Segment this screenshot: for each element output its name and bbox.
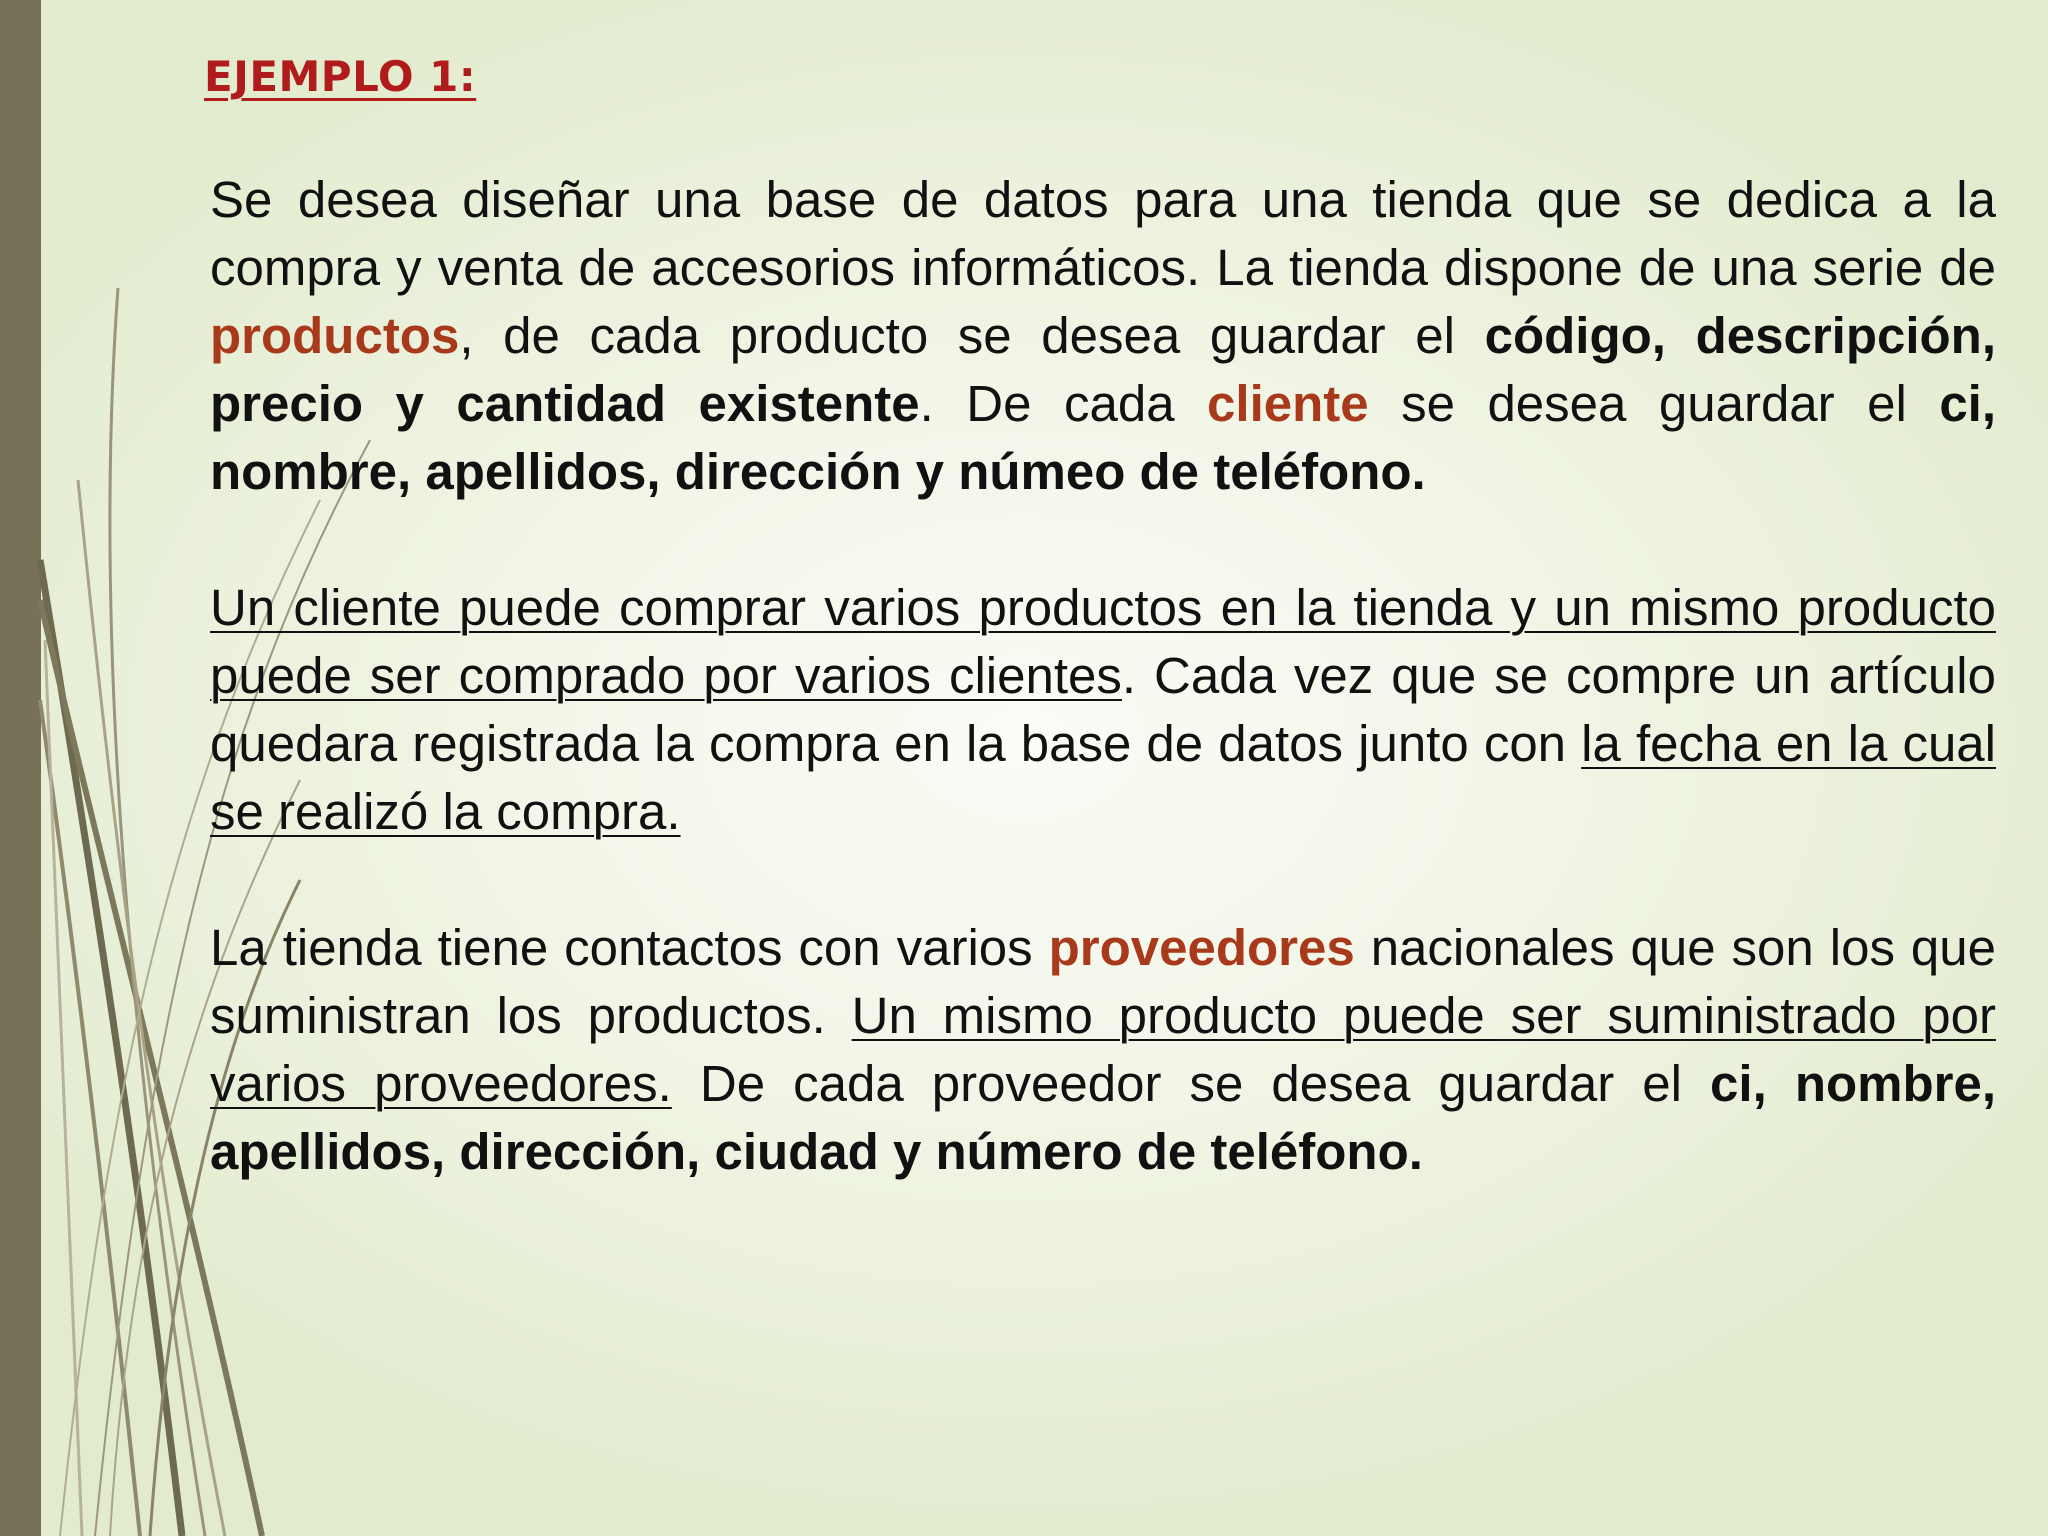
p3-text-1: La tienda tiene contactos con varios [210,919,1049,976]
paragraph-2 [210,574,1996,846]
slide-body [210,166,1996,1254]
left-accent-bar [0,0,41,1536]
purchase-date-note: la fecha en la cual se realizó la compra. [210,715,1996,840]
keyword-productos: productos [210,307,460,364]
p1-text-3: . De cada [919,375,1208,432]
relationship-client-product: Un cliente puede comprar varios productos en la tienda y un mismo producto puede ser comprado por varios clientes [210,579,1996,704]
client-attributes: ci, nombre, apellidos, dirección y númeo de teléfono. [210,375,1997,500]
p3-text-3: De cada proveedor se desea guardar el [671,1055,1711,1112]
paragraph-3 [210,914,1996,1186]
p2-text-1: . Cada vez que se compre un artículo quedara registrada la compra en la base de datos junto con [210,647,1996,772]
p3-text-2: nacionales que son los que suministran los productos. [210,919,1996,1044]
product-attributes: código, descripción, precio y cantidad existente [210,307,1996,432]
supplier-attributes: ci, nombre, apellidos, dirección, ciudad y número de teléfono. [210,1055,1996,1180]
relationship-product-supplier: Un mismo producto puede ser suministrado por varios proveedores. [210,987,1996,1112]
p1-text-2: , de cada producto se desea guardar el [459,307,1485,364]
keyword-proveedores: proveedores [1048,919,1355,976]
paragraph-1 [210,166,1996,506]
keyword-cliente: cliente [1207,375,1369,432]
p1-text-1: Se desea diseñar una base de datos para una tienda que se dedica a la compra y venta de accesorios informáticos. La tienda dispone de una serie de [210,171,1996,296]
slide-title: EJEMPLO 1: [204,52,477,101]
p1-text-4: se desea guardar el [1368,375,1940,432]
